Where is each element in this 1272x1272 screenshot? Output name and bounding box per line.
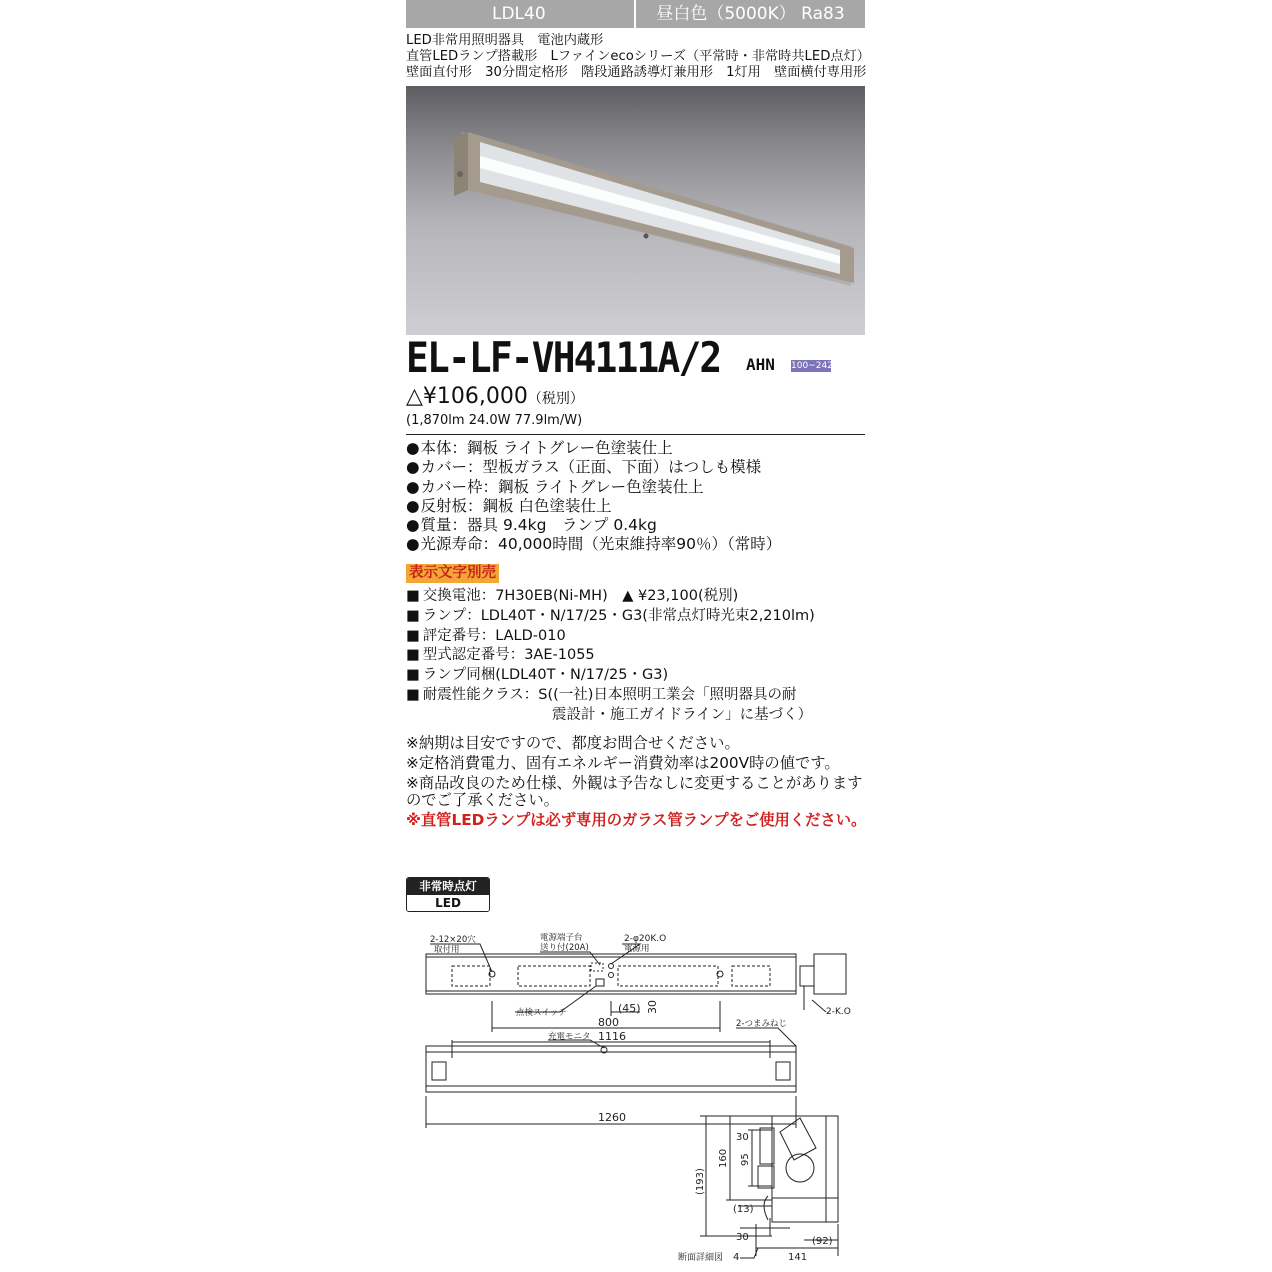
option-item: ■ 交換電池：7H30EB(Ni-MH) ▲ ¥23,100(税別): [406, 587, 815, 607]
drawing-label: (92): [812, 1236, 833, 1247]
drawing-label: 送り付(20A): [540, 943, 589, 953]
badge-top: 非常時点灯: [407, 878, 489, 895]
drawing-label: 30: [736, 1132, 749, 1143]
drawing-label: 2-K.O: [826, 1007, 851, 1017]
description-line: 直管LEDランプ搭載形 Lファインecoシリーズ（平常時・非常時共LED点灯）: [406, 49, 870, 65]
drawing-label: 141: [788, 1252, 808, 1263]
drawing-label: 取付用: [434, 945, 460, 955]
drawing-label: 1260: [598, 1111, 626, 1124]
model-number: EL-LF-VH4111A/2: [406, 333, 721, 382]
drawing-label: 電源用: [624, 944, 650, 954]
option-item: ■ 型式認定番号：3AE-1055: [406, 646, 815, 666]
model-suffix: AHN: [746, 355, 775, 374]
option-item: ■ ランプ同梱(LDL40T・N/17/25・G3): [406, 666, 815, 686]
color-temp-header: 昼白色（5000K） Ra83: [636, 0, 865, 28]
drawing-label: 1116: [598, 1030, 626, 1043]
spec-item: ● 反射板：鋼板 白色塗装仕上: [406, 497, 781, 516]
note: ※商品改良のため仕様、外観は予告なしに変更することがありますのでご了承ください。: [406, 774, 863, 809]
separate-sale-label: 表示文字別売: [406, 564, 499, 583]
note: ※納期は目安ですので、都度お問合せください。: [406, 734, 740, 752]
spec-item: ● 質量：器具 9.4kg ランプ 0.4kg: [406, 516, 781, 535]
drawing-label: 95: [740, 1153, 751, 1166]
spec-item: ● 本体：鋼板 ライトグレー色塗装仕上: [406, 439, 781, 458]
voltage-badge: 100~242: [791, 361, 833, 371]
drawing-label: 2-φ20K.O: [624, 934, 667, 944]
drawing-label: (45): [618, 1002, 641, 1015]
drawing-label: 2-つまみねじ: [736, 1019, 787, 1029]
lamp-type-header: LDL40: [406, 0, 634, 28]
option-item: ■ 耐震性能クラス：S((一社)日本照明工業会「照明器具の耐: [406, 686, 815, 706]
price-value: ¥106,000: [422, 384, 528, 409]
drawing-label: (193): [695, 1168, 706, 1195]
drawing-label: 160: [718, 1148, 729, 1168]
description-line: 壁面直付形 30分間定格形 階段通路誘導灯兼用形 1灯用 壁面横付専用形: [406, 65, 867, 81]
drawing-label: 充電モニタ: [548, 1032, 591, 1042]
drawing-label: 800: [598, 1016, 619, 1029]
spec-item: ● カバー：型板ガラス（正面、下面）はつしも模様: [406, 458, 781, 477]
drawing-label: 4: [733, 1252, 740, 1263]
badge-bottom: LED: [407, 895, 489, 911]
drawing-label: 点検スイッチ: [516, 1008, 567, 1018]
price-mark: △: [406, 384, 423, 409]
note: ※定格消費電力、固有エネルギー消費効率は200V時の値です。: [406, 754, 840, 772]
drawing-label: (13): [733, 1204, 754, 1215]
drawing-label: 2-12×20穴: [430, 935, 476, 945]
drawing-label: 30: [736, 1232, 749, 1243]
drawing-label: 断面詳細図: [678, 1253, 724, 1263]
option-item: ■ 評定番号：LALD-010: [406, 627, 815, 647]
option-item: ■ ランプ：LDL40T・N/17/25・G3(非常点灯時光束2,210lm): [406, 607, 815, 627]
description-line: LED非常用照明器具 電池内蔵形: [406, 33, 604, 48]
option-item-continued: 震設計・施工ガイドライン」に基づく）: [552, 706, 813, 723]
drawing-label: 電源端子台: [540, 933, 583, 943]
spec-item: ● 光源寿命：40,000時間（光束維持率90％）（常時）: [406, 535, 781, 554]
drawing-label: 30: [646, 1000, 659, 1014]
note-warning: ※直管LEDランプは必ず専用のガラス管ランプをご使用ください。: [406, 811, 867, 829]
performance-spec: (1,870lm 24.0W 77.9lm/W): [406, 413, 583, 428]
price-tax: （税別）: [527, 391, 584, 407]
spec-item: ● カバー枠：鋼板 ライトグレー色塗装仕上: [406, 478, 781, 497]
